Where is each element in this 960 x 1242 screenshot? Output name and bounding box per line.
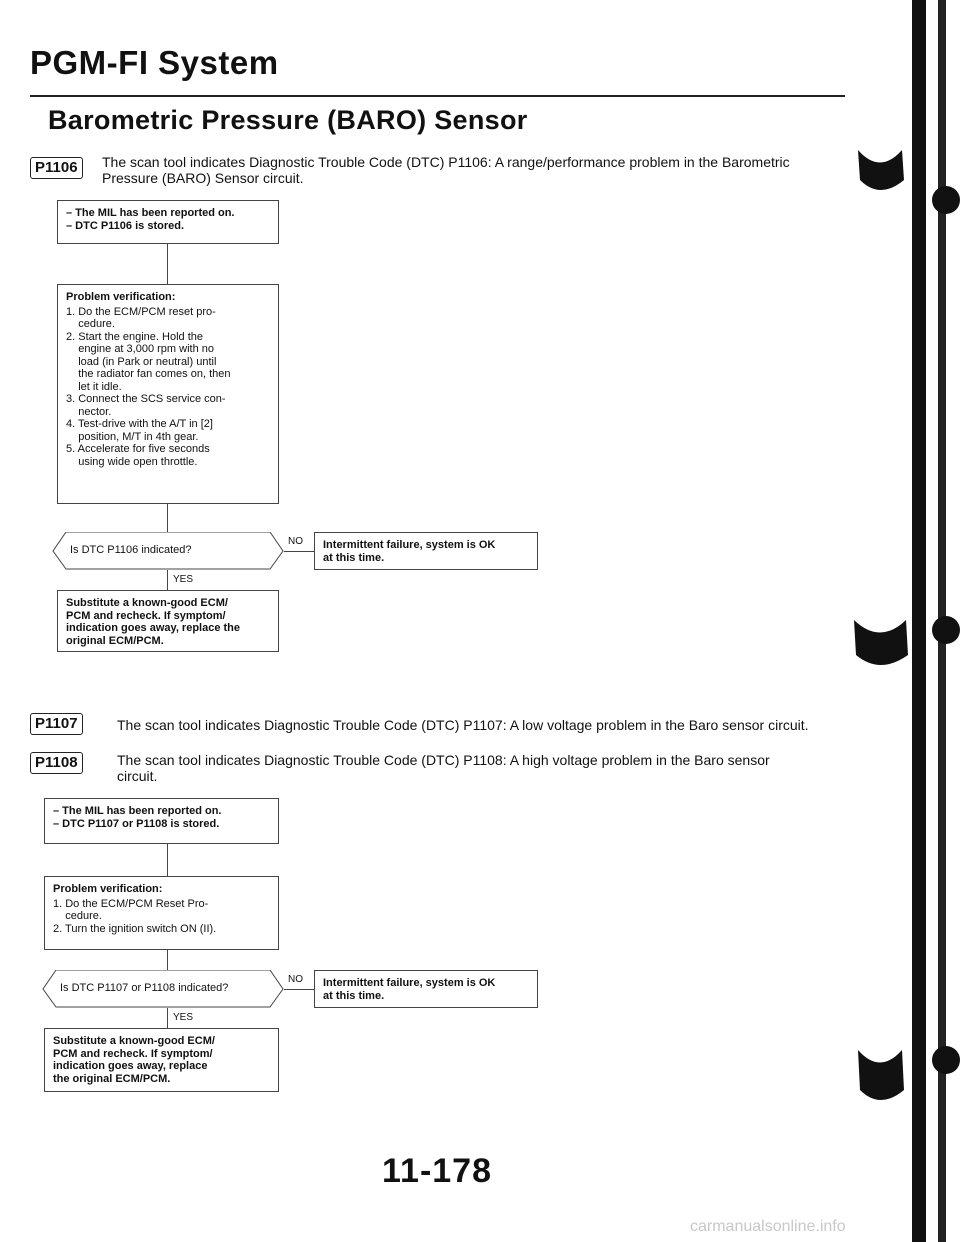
page-title: Barometric Pressure (BARO) Sensor: [48, 105, 528, 135]
p1108-no-result-line1: Intermittent failure, system is OK: [323, 977, 496, 989]
p1106-step: 5. Accelerate for five seconds: [66, 443, 210, 455]
p1106-connector-1: [167, 244, 168, 284]
p1108-verification-title: Problem verification:: [53, 883, 163, 895]
p1106-step: 1. Do the ECM/PCM reset pro-: [66, 305, 216, 318]
p1106-step: the radiator fan comes on, then: [66, 368, 231, 380]
p1106-no-line: [284, 551, 314, 552]
p1106-step: engine at 3,000 rpm with no: [66, 343, 214, 355]
p1108-yes-result-line2: PCM and recheck. If symptom/: [53, 1047, 213, 1060]
p1106-yes-label: YES: [173, 574, 194, 585]
p1108-yes-result-line4: the original ECM/PCM.: [53, 1072, 171, 1085]
p1106-start-box: [57, 200, 279, 244]
p1108-start-line2: – DTC P1107 or P1108 is stored.: [53, 817, 220, 830]
p1108-verification-box: [44, 876, 279, 950]
p1106-question: Is DTC P1106 indicated?: [70, 544, 192, 556]
p1106-no-result-line2: at this time.: [323, 551, 385, 564]
p1106-step: load (in Park or neutral) until: [66, 355, 217, 368]
p1106-no-label: NO: [288, 536, 303, 547]
p1108-no-label: NO: [288, 974, 303, 985]
p1108-description-line2: circuit.: [117, 768, 158, 784]
p1108-step: 2. Turn the ignition switch ON (II).: [53, 922, 217, 935]
dtc-code-p1108: P1108: [30, 752, 83, 774]
p1106-step: 4. Test-drive with the A/T in [2]: [66, 418, 213, 430]
p1108-no-result-box: [314, 970, 538, 1008]
page-number: 11-178: [382, 1152, 492, 1190]
p1106-start-line1: – The MIL has been reported on.: [66, 207, 235, 219]
p1108-connector-3: [167, 1008, 168, 1028]
p1106-step: position, M/T in 4th gear.: [66, 430, 199, 443]
p1106-description-line1: The scan tool indicates Diagnostic Trouble Code (DTC) P1106: A range/performance problem in the Barometric: [102, 154, 790, 170]
p1106-yes-result-line1: Substitute a known-good ECM/: [66, 597, 228, 609]
p1108-description-line1: The scan tool indicates Diagnostic Trouble Code (DTC) P1108: A high voltage problem in the Baro sensor: [117, 752, 770, 768]
p1106-step: let it idle.: [66, 380, 122, 393]
p1106-verification-box: [57, 284, 279, 504]
title-rule: [30, 95, 845, 97]
p1106-step: 3. Connect the SCS service con-: [66, 393, 226, 405]
p1106-verification-title: Problem verification:: [66, 291, 176, 303]
p1106-connector-3: [167, 570, 168, 590]
p1108-step: 1. Do the ECM/PCM Reset Pro-: [53, 897, 209, 910]
p1106-connector-2: [167, 504, 168, 532]
p1106-no-result-box: [314, 532, 538, 570]
dtc-code-p1107: P1107: [30, 713, 83, 735]
dtc-code-p1106: P1106: [30, 157, 83, 179]
p1106-yes-result-line3: indication goes away, replace the: [66, 622, 241, 634]
p1106-start-line2: – DTC P1106 is stored.: [66, 219, 184, 232]
watermark: carmanualsonline.info: [690, 1218, 846, 1235]
p1108-yes-result-line3: indication goes away, replace: [53, 1060, 208, 1072]
p1106-yes-result-line2: PCM and recheck. If symptom/: [66, 609, 226, 622]
p1107-description: The scan tool indicates Diagnostic Trouble Code (DTC) P1107: A low voltage problem in the Baro sensor circuit.: [117, 717, 809, 733]
p1108-yes-result-line1: Substitute a known-good ECM/: [53, 1035, 215, 1047]
p1108-yes-result-box: [44, 1028, 279, 1092]
binding-shadow-graphic: [840, 0, 960, 1242]
p1108-start-line1: – The MIL has been reported on.: [53, 805, 222, 817]
section-title: PGM-FI System: [30, 44, 279, 81]
p1106-step: 2. Start the engine. Hold the: [66, 330, 203, 343]
p1106-step: nector.: [66, 405, 112, 418]
p1108-connector-1: [167, 844, 168, 876]
p1108-question: Is DTC P1107 or P1108 indicated?: [60, 982, 229, 994]
p1106-no-result-line1: Intermittent failure, system is OK: [323, 539, 496, 551]
p1108-yes-label: YES: [173, 1012, 194, 1023]
p1108-start-box: [44, 798, 279, 844]
p1108-no-line: [284, 989, 314, 990]
p1106-yes-result-line4: original ECM/PCM.: [66, 634, 164, 647]
p1106-yes-result-box: [57, 590, 279, 652]
p1106-description-line2: Pressure (BARO) Sensor circuit.: [102, 170, 304, 186]
p1108-connector-2: [167, 950, 168, 970]
p1106-step: cedure.: [66, 318, 115, 330]
p1108-step: cedure.: [53, 910, 102, 922]
p1106-step: using wide open throttle.: [66, 455, 198, 468]
p1108-no-result-line2: at this time.: [323, 989, 385, 1002]
